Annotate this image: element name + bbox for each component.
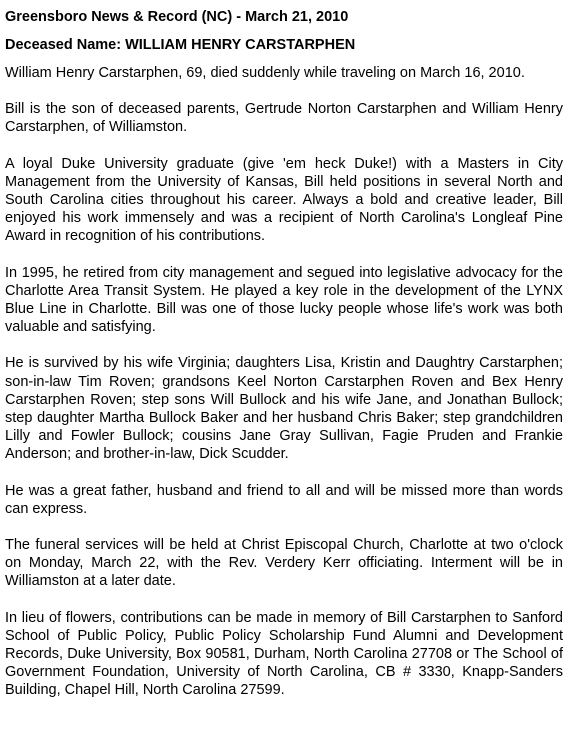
paragraph-parents: Bill is the son of deceased parents, Gertrude Norton Carstarphen and William Henry Carstarphen, of Williamston. xyxy=(5,101,563,136)
paragraph-career: A loyal Duke University graduate (give 'em heck Duke!) with a Masters in City Management from the University of Kansas, Bill held positions in several North and South Carolina cities throughout his career. Always a bold and creative leader, Bill enjoyed his work immensely and was a recipient of North Carolina's Longleaf Pine Award in recognition of his contributions. xyxy=(5,155,563,245)
paragraph-funeral: The funeral services will be held at Christ Episcopal Church, Charlotte at two o'clock on Monday, March 22, with the Rev. Verdery Kerr officiating. Interment will be in Williamston at a later date. xyxy=(5,537,563,590)
paragraph-retirement: In 1995, he retired from city management and segued into legislative advocacy for the Charlotte Area Transit System. He played a key role in the development of the LYNX Blue Line in Charlotte. Bill was one of those lucky people whose life's work was both valuable and satisfying. xyxy=(5,264,563,336)
paragraph-memorial-contributions: In lieu of flowers, contributions can be made in memory of Bill Carstarphen to Sanford School of Public Policy, Public Policy Scholarship Fund Alumni and Development Records, Duke University, Box 90581, Durham, North Carolina 27708 or The School of Government Foundation, University of North Carolina, CB # 3330, Knapp-Sanders Building, Chapel Hill, North Carolina 27599. xyxy=(5,609,563,699)
deceased-name-heading: Deceased Name: WILLIAM HENRY CARSTARPHEN xyxy=(5,37,356,53)
paragraph-tribute: He was a great father, husband and friend to all and will be missed more than words can express. xyxy=(5,482,563,517)
paragraph-death-notice: William Henry Carstarphen, 69, died suddenly while traveling on March 16, 2010. xyxy=(5,65,525,81)
paragraph-survivors: He is survived by his wife Virginia; daughters Lisa, Kristin and Daughtry Carstarphen; son-in-law Tim Roven; grandsons Keel Norton Carstarphen Roven and Bex Henry Carstarphen Roven; step sons Will Bullock and his wife Jane, and Jonathan Bullock; step daughter Martha Bullock Baker and her husband Chris Baker; step grandchildren Lilly and Fowler Bullock; cousins Jane Gray Sullivan, Fagie Pruden and Frankie Anderson; and brother-in-law, Dick Scudder. xyxy=(5,355,563,463)
source-headline: Greensboro News & Record (NC) - March 21, 2010 xyxy=(5,9,349,25)
